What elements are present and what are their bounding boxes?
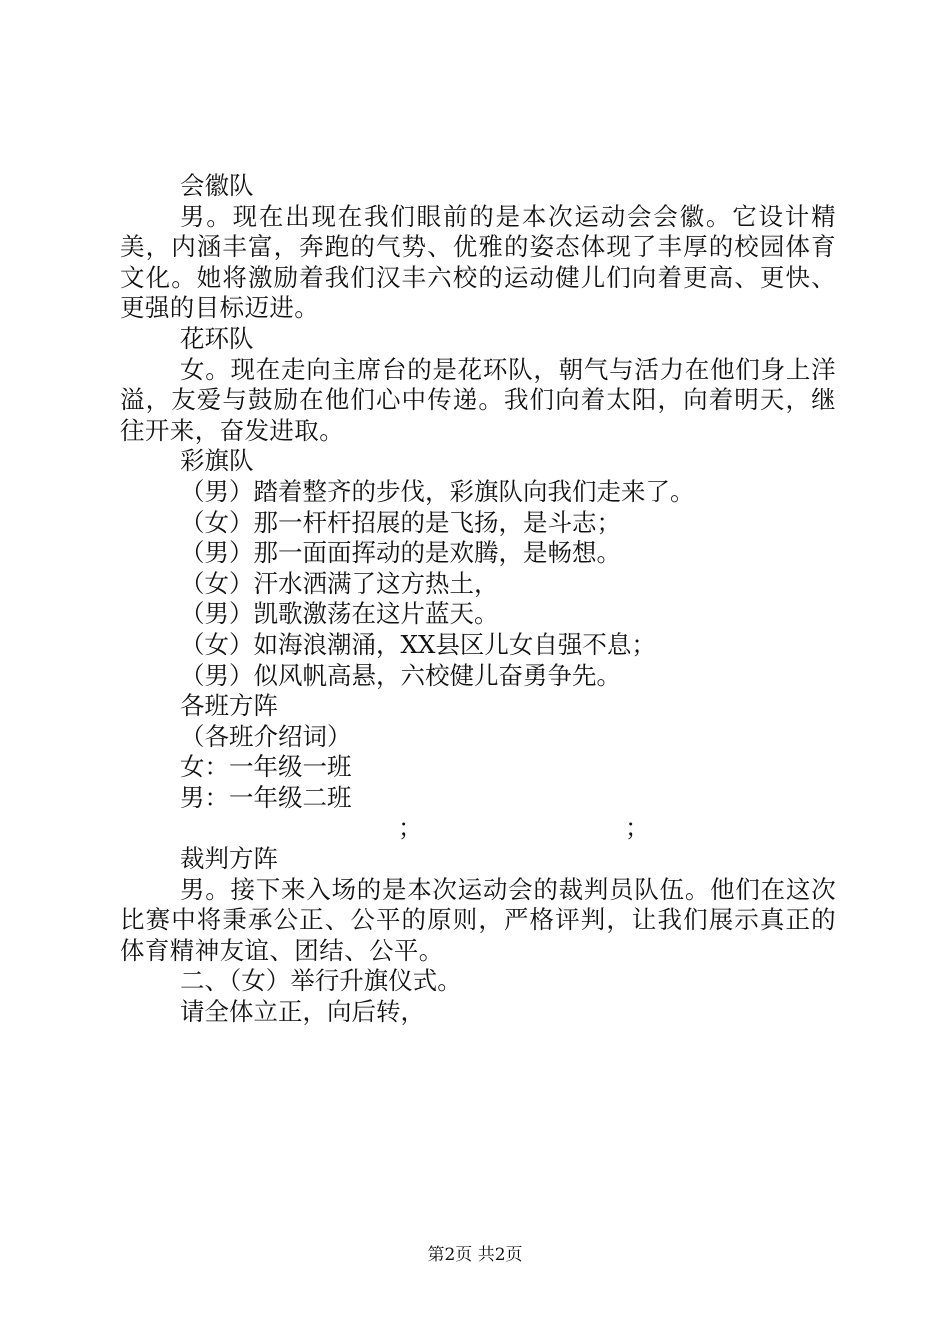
section-heading-garland-team: 花环队 — [180, 323, 254, 353]
class-intro-note: （各班介绍词） — [180, 721, 352, 751]
flag-team-line-6: （女）如海浪潮涌，XX县区儿女自强不息； — [180, 629, 656, 659]
class-line-female: 女：一年级一班 — [180, 752, 352, 782]
page-footer: 第2页 共2页 — [427, 1245, 523, 1265]
class-line-male: 男：一年级二班 — [180, 782, 352, 812]
flag-team-line-7: （男）似风帆高悬，六校健儿奋勇争先。 — [180, 660, 621, 690]
document-body — [120, 171, 836, 1028]
flag-team-line-2: （女）那一杆杆招展的是飞扬，是斗志； — [180, 507, 621, 537]
paragraph-garland-team: 女。现在走向主席台的是花环队，朝气与活力在他们身上洋溢，友爱与鼓励在他们心中传递。我们向着太阳，向着明天，继往开来，奋发进取。 — [120, 354, 836, 445]
flag-team-line-3: （男）那一面面挥动的是欢腾，是畅想。 — [180, 538, 621, 568]
paragraph-referee-formation: 男。接下来入场的是本次运动会的裁判员队伍。他们在这次比赛中将秉承公正、公平的原则，严格评判，让我们展示真正的体育精神友谊、团结、公平。 — [120, 874, 836, 965]
flag-team-line-5: （男）凯歌激荡在这片蓝天。 — [180, 599, 499, 629]
section-heading-referee-formation: 裁判方阵 — [180, 844, 278, 874]
semicolon-2: ； — [625, 813, 650, 843]
section-heading-emblem-team: 会徽队 — [180, 171, 254, 200]
semicolon-row — [120, 813, 836, 844]
flag-team-line-1: （男）踏着整齐的步伐，彩旗队向我们走来了。 — [180, 476, 695, 506]
section-heading-flag-team: 彩旗队 — [180, 446, 254, 476]
section-heading-class-formations: 各班方阵 — [180, 691, 278, 721]
flag-raising-line: 二、（女）举行升旗仪式。 — [180, 966, 462, 996]
semicolon-1: ； — [398, 813, 423, 843]
stand-attention-line: 请全体立正，向后转， — [180, 997, 425, 1027]
paragraph-emblem-team: 男。现在出现在我们眼前的是本次运动会会徽。它设计精美，内涵丰富，奔跑的气势、优雅的姿态体现了丰厚的校园体育文化。她将激励着我们汉丰六校的运动健儿们向着更高、更快、更强的目标迈进。 — [120, 201, 836, 323]
flag-team-line-4: （女）汗水洒满了这方热土， — [180, 568, 499, 598]
